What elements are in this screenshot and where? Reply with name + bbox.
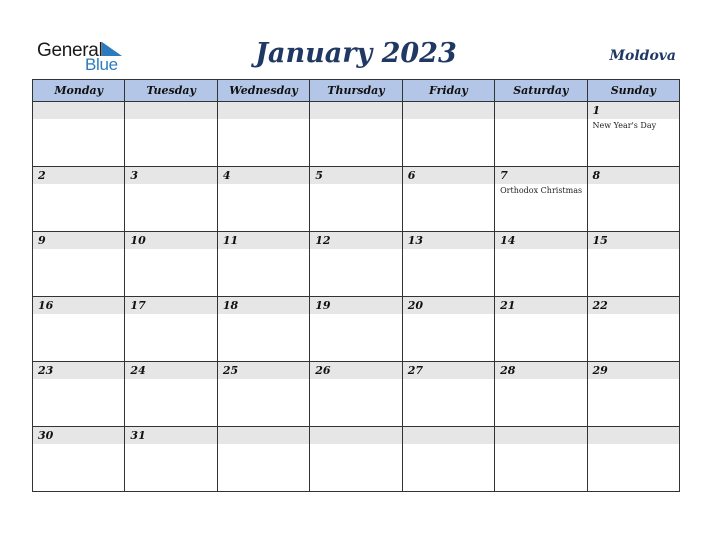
- day-cell: [33, 362, 125, 427]
- date-band: [403, 427, 494, 444]
- date-band: [495, 167, 586, 184]
- weekday-header-saturday: Saturday: [495, 80, 587, 102]
- date-band: [403, 297, 494, 314]
- day-number: 6: [407, 169, 416, 182]
- day-number: 18: [222, 299, 239, 312]
- day-cell: [217, 427, 309, 492]
- generalblue-logo: [37, 40, 137, 74]
- date-band: [310, 102, 401, 119]
- day-cell: [310, 102, 402, 167]
- weekday-header-friday: Friday: [402, 80, 494, 102]
- weekday-header-tuesday: Tuesday: [125, 80, 217, 102]
- day-cell: [310, 167, 402, 232]
- day-number: 7: [500, 169, 508, 182]
- date-band: [310, 232, 401, 249]
- day-cell: [587, 427, 679, 492]
- day-number: 15: [592, 234, 608, 247]
- day-number: 9: [38, 234, 46, 247]
- day-cell: [125, 232, 217, 297]
- date-band: [33, 167, 124, 184]
- day-cell: [217, 232, 309, 297]
- day-cell: [402, 427, 494, 492]
- day-cell: [217, 297, 309, 362]
- weekday-header-thursday: Thursday: [310, 80, 402, 102]
- weekday-header-sunday: Sunday: [587, 80, 679, 102]
- day-number: 31: [130, 429, 146, 442]
- day-number: 11: [222, 234, 239, 247]
- month-calendar-grid: [32, 79, 680, 492]
- date-band: [125, 362, 216, 379]
- date-band: [588, 427, 679, 444]
- day-cell: [310, 297, 402, 362]
- day-number: 14: [500, 234, 516, 247]
- day-cell: [402, 232, 494, 297]
- day-number: 30: [38, 429, 54, 442]
- weekday-header-monday: Monday: [33, 80, 125, 102]
- date-band: [403, 232, 494, 249]
- day-number: 5: [315, 169, 323, 182]
- day-number: 29: [592, 364, 608, 377]
- day-cell: [495, 297, 587, 362]
- day-number: 8: [592, 169, 601, 182]
- day-number: 2: [38, 169, 46, 182]
- date-band: [403, 362, 494, 379]
- day-cell: [495, 362, 587, 427]
- day-number: 28: [500, 364, 516, 377]
- logo-word-blue: Blue: [85, 55, 118, 74]
- calendar-title: January 2023: [255, 38, 457, 69]
- day-cell: [587, 297, 679, 362]
- date-band: [310, 427, 401, 444]
- day-cell: [217, 102, 309, 167]
- date-band: [125, 102, 216, 119]
- day-cell: [310, 232, 402, 297]
- date-band: [588, 362, 679, 379]
- date-band: [588, 297, 679, 314]
- day-cell: [33, 427, 125, 492]
- date-band: [125, 427, 216, 444]
- day-number: 10: [130, 234, 146, 247]
- date-band: [218, 362, 309, 379]
- country-name: Moldova: [609, 48, 676, 64]
- day-cell: [33, 297, 125, 362]
- date-band: [588, 102, 679, 119]
- week-row: [33, 362, 680, 427]
- date-band: [33, 362, 124, 379]
- day-number: 24: [130, 364, 146, 377]
- day-number: 16: [38, 299, 54, 312]
- day-cell: [495, 427, 587, 492]
- date-band: [495, 232, 586, 249]
- holiday-label: New Year's Day: [592, 121, 657, 130]
- day-cell: [217, 362, 309, 427]
- date-band: [33, 427, 124, 444]
- weekday-header-wednesday: Wednesday: [217, 80, 309, 102]
- day-cell: [310, 427, 402, 492]
- date-band: [33, 297, 124, 314]
- week-row: [33, 232, 680, 297]
- week-row: [33, 102, 680, 167]
- week-row: [33, 167, 680, 232]
- day-cell: [587, 362, 679, 427]
- day-cell: [402, 297, 494, 362]
- date-band: [588, 167, 679, 184]
- day-cell: [402, 362, 494, 427]
- week-row: [33, 297, 680, 362]
- weekday-header-row: [33, 80, 680, 102]
- day-number: 23: [38, 364, 54, 377]
- date-band: [33, 102, 124, 119]
- day-cell: [125, 167, 217, 232]
- day-number: 20: [407, 299, 423, 312]
- day-number: 12: [315, 234, 331, 247]
- day-cell: [125, 102, 217, 167]
- date-band: [125, 167, 216, 184]
- day-number: 22: [592, 299, 608, 312]
- date-band: [218, 167, 309, 184]
- logo-word-general: General: [37, 40, 103, 61]
- day-cell: [402, 102, 494, 167]
- day-number: 19: [315, 299, 331, 312]
- day-cell: [310, 362, 402, 427]
- day-number: 13: [407, 234, 423, 247]
- holiday-label: Orthodox Christmas: [500, 186, 583, 195]
- date-band: [495, 362, 586, 379]
- day-number: 17: [130, 299, 146, 312]
- day-cell: [402, 167, 494, 232]
- date-band: [495, 427, 586, 444]
- date-band: [403, 167, 494, 184]
- day-number: 3: [130, 169, 139, 182]
- date-band: [495, 102, 586, 119]
- day-number: 25: [222, 364, 239, 377]
- day-cell: [125, 297, 217, 362]
- day-cell: [587, 232, 679, 297]
- date-band: [310, 297, 401, 314]
- date-band: [403, 102, 494, 119]
- day-number: 1: [592, 104, 601, 117]
- day-number: 21: [500, 299, 516, 312]
- date-band: [218, 102, 309, 119]
- week-row: [33, 427, 680, 492]
- day-cell: [587, 102, 679, 167]
- date-band: [33, 232, 124, 249]
- day-number: 27: [407, 364, 423, 377]
- day-cell: [587, 167, 679, 232]
- day-cell: [217, 167, 309, 232]
- date-band: [218, 297, 309, 314]
- date-band: [218, 232, 309, 249]
- day-cell: [33, 167, 125, 232]
- calendar-body: [33, 102, 680, 492]
- day-cell: [495, 167, 587, 232]
- date-band: [218, 427, 309, 444]
- day-cell: [495, 232, 587, 297]
- date-band: [588, 232, 679, 249]
- day-cell: [125, 427, 217, 492]
- day-cell: [33, 232, 125, 297]
- day-number: 4: [222, 169, 231, 182]
- day-cell: [495, 102, 587, 167]
- date-band: [495, 297, 586, 314]
- date-band: [310, 167, 401, 184]
- day-cell: [125, 362, 217, 427]
- date-band: [125, 297, 216, 314]
- day-cell: [33, 102, 125, 167]
- date-band: [125, 232, 216, 249]
- date-band: [310, 362, 401, 379]
- day-number: 26: [315, 364, 331, 377]
